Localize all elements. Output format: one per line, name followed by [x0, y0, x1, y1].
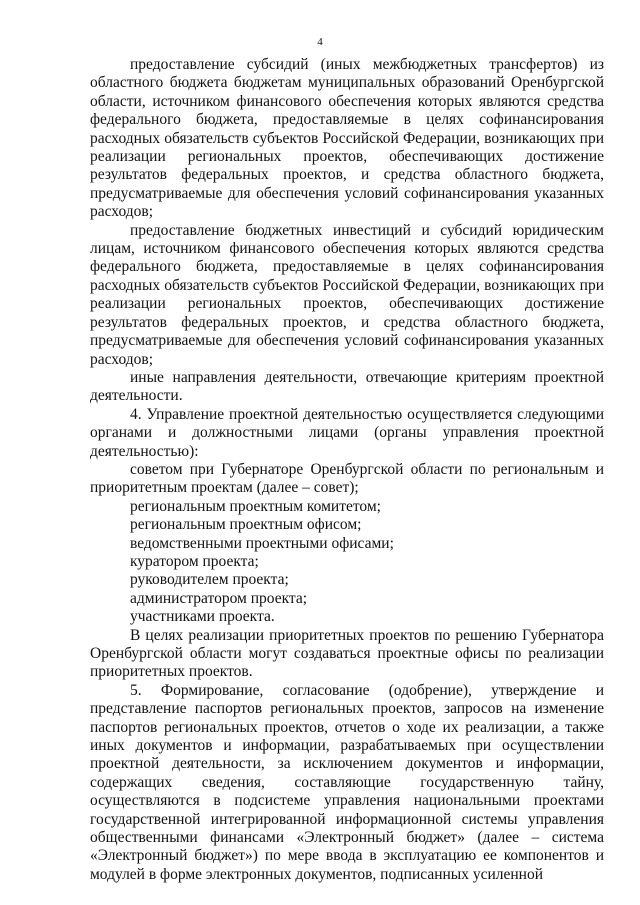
- paragraph-priority-offices: В целях реализации приоритетных проектов по решению Губернатора Оренбургской области могут создаваться проектные офисы по реализации приоритетных проектов.: [90, 626, 604, 681]
- document-body: [90, 56, 604, 884]
- paragraph-other-activities: иные направления деятельности, отвечающие критериям проектной деятельности.: [90, 368, 604, 405]
- list-item-council: советом при Губернаторе Оренбургской области по региональным и приоритетным проектам (далее – совет);: [90, 460, 604, 497]
- page-number: 4: [317, 36, 323, 48]
- list-item-departmental-offices: ведомственными проектными офисами;: [130, 534, 394, 552]
- list-item-participants: участниками проекта.: [130, 608, 275, 626]
- paragraph-investments-legal-entities: предоставление бюджетных инвестиций и субсидий юридическим лицам, источником финансового обеспечения которых являются средства федерального бюджета, предоставляемые в целях софинансирования расходных обязательств субъектов Российской Федерации, возникающих при реализации региональных проектов, обеспечивающих достижение результатов федеральных проектов, и средства областного бюджета, предусматриваемые для обеспечения условий софинансирования указанных расходов;: [90, 221, 604, 368]
- paragraph-subsidies-municipal: предоставление субсидий (иных межбюджетных трансфертов) из областного бюджета бюджетам муниципальных образований Оренбургской области, источником финансового обеспечения которых являются средства федерального бюджета, предоставляемые в целях софинансирования расходных обязательств субъектов Российской Федерации, возникающих при реализации региональных проектов, обеспечивающих достижение результатов федеральных проектов, и средства областного бюджета, предусматриваемые для обеспечения условий софинансирования указанных расходов;: [90, 56, 604, 221]
- list-item-project-head: руководителем проекта;: [130, 571, 289, 589]
- list-item-curator: куратором проекта;: [130, 552, 259, 570]
- list-item-regional-committee: региональным проектным комитетом;: [130, 497, 381, 515]
- paragraph-section-4: 4. Управление проектной деятельностью осуществляется следующими органами и должностными лицами (органы управления проектной деятельностью):: [90, 405, 604, 460]
- list-item-regional-office: региональным проектным офисом;: [130, 516, 362, 534]
- paragraph-section-5: 5. Формирование, согласование (одобрение), утверждение и представление паспортов региональных проектов, запросов на изменение паспортов региональных проектов, отчетов о ходе их реализации, а также иных документов и информации, разрабатываемых при осуществлении проектной деятельности, за исключением документов и информации, содержащих сведения, составляющие государственную тайну, осуществляются в подсистеме управления национальными проектами государственной интегрированной информационной системы управления общественными финансами «Электронный бюджет» (далее – система «Электронный бюджет») по мере ввода в эксплуатацию ее компонентов и модулей в форме электронных документов, подписанных усиленной: [90, 681, 604, 883]
- list-item-administrator: администратором проекта;: [130, 589, 308, 607]
